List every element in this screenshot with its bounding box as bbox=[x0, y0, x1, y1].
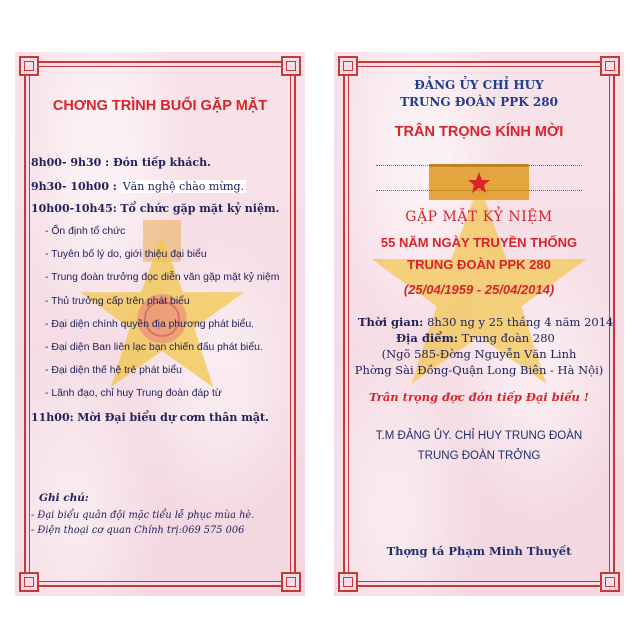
anniversary-dates: (25/04/1959 - 25/04/2014) bbox=[403, 282, 555, 297]
sub-item: - Ổn định tổ chức bbox=[45, 226, 126, 237]
corner-ornament-icon bbox=[19, 572, 39, 592]
anniversary-line: TRUNG ĐOÀN PPK 280 bbox=[407, 257, 551, 272]
event-time: Thời gian: 8h30 ng y 25 tháng 4 năm 2014 bbox=[358, 315, 614, 329]
sub-item: - Đại diện chính quyền địa phương phát biểu. bbox=[45, 319, 255, 330]
sub-item: - Tuyên bố lý do, giới thiệu đại biểu bbox=[45, 249, 207, 260]
corner-ornament-icon bbox=[338, 572, 358, 592]
program-card bbox=[15, 52, 305, 596]
corner-ornament-icon bbox=[281, 56, 301, 76]
note-line: - Điện thoại cơ quan Chính trị:069 575 006 bbox=[31, 525, 245, 536]
org-name: ĐẢNG ỦY CHỈ HUY bbox=[414, 78, 544, 92]
sub-item: - Đại diện thế hệ trẻ phát biểu bbox=[45, 365, 182, 376]
guest-name-line bbox=[376, 165, 582, 166]
sub-item: - Thủ trưởng cấp trên phát biểu bbox=[45, 296, 190, 307]
org-unit: TRUNG ĐOÀN PPK 280 bbox=[400, 95, 558, 109]
schedule-item: 9h30- 10h00 : Văn nghệ chào mừng. bbox=[31, 180, 245, 193]
event-place: Địa điểm: Trung đoàn 280 bbox=[396, 331, 555, 345]
anniversary-line: 55 NĂM NGÀY TRUYỀN THỐNG bbox=[380, 235, 578, 250]
corner-ornament-icon bbox=[281, 572, 301, 592]
welcome-message: Trân trọng đợc đón tiếp Đại biểu ! bbox=[369, 390, 589, 404]
signer-name: Thợng tá Phạm Minh Thuyết bbox=[386, 544, 572, 558]
invitation-card bbox=[334, 52, 624, 596]
sub-item: - Trung đoàn trưởng đọc diễn văn gặp mặt kỷ niệm bbox=[45, 272, 280, 283]
corner-ornament-icon bbox=[600, 56, 620, 76]
schedule-item: 11h00: Mời Đại biểu dự cơm thân mật. bbox=[31, 411, 269, 424]
invite-heading: TRÂN TRỌNG KÍNH MỜI bbox=[394, 124, 564, 140]
corner-ornament-icon bbox=[600, 572, 620, 592]
corner-ornament-icon bbox=[338, 56, 358, 76]
event-title: GẶP MẶT KỶ NIỆM bbox=[405, 209, 553, 225]
schedule-item: 8h00- 9h30 : Đón tiếp khách. bbox=[31, 156, 211, 169]
signature-title: T.M ĐẢNG ỦY. CHỈ HUY TRUNG ĐOÀN bbox=[375, 430, 583, 442]
sub-item: - Đại diện Ban liên lạc bạn chiến đấu phát biểu. bbox=[45, 342, 263, 353]
note-line: - Đại biểu quân đội mặc tiểu lễ phục mùa hè. bbox=[31, 510, 255, 521]
address-line: (Ngõ 585-Đờng Nguyễn Văn Linh bbox=[381, 347, 577, 361]
corner-ornament-icon bbox=[19, 56, 39, 76]
guest-name-line bbox=[376, 190, 582, 191]
program-title: CHƠNG TRÌNH BUỔI GẶP MẶT bbox=[52, 98, 268, 114]
sub-item: - Lãnh đạo, chỉ huy Trung đoàn đáp từ bbox=[45, 388, 222, 399]
schedule-item: 10h00-10h45: Tổ chức gặp mặt kỷ niệm. bbox=[31, 202, 280, 215]
signature-role: TRUNG ĐOÀN TRỞNG bbox=[417, 450, 541, 462]
address-line: Phờng Sài Đồng-Quận Long Biên - Hà Nội) bbox=[354, 363, 604, 377]
medal-ribbon-icon bbox=[429, 164, 529, 200]
note-title: Ghi chú: bbox=[39, 492, 89, 504]
